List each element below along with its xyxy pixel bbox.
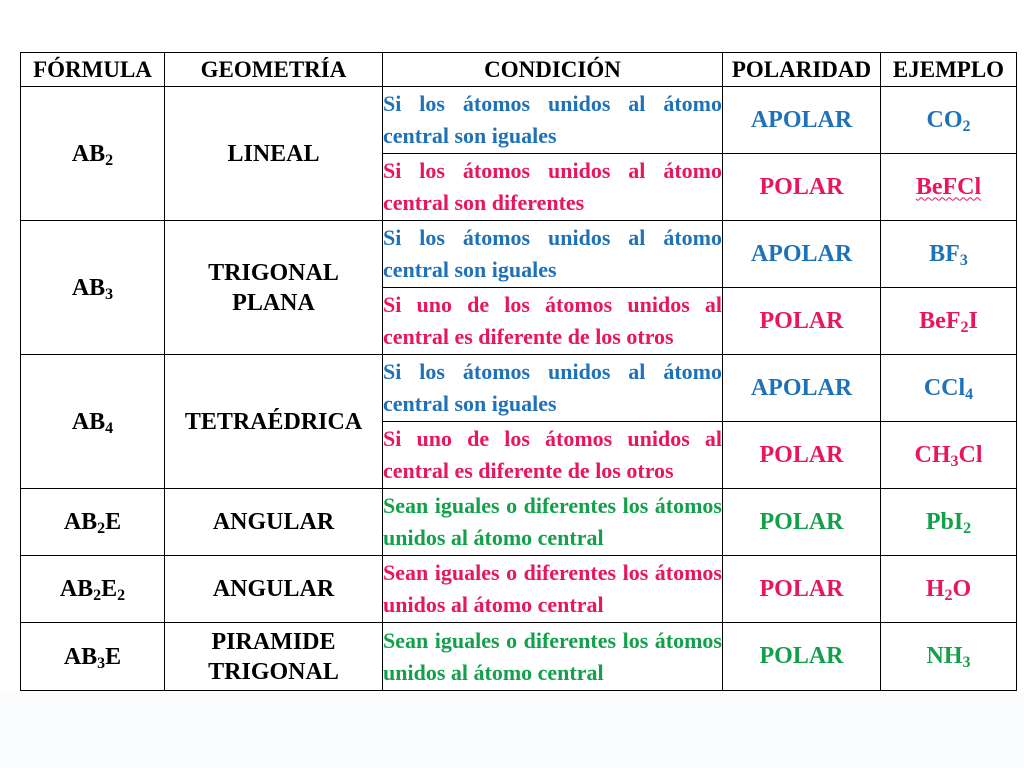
header-polarity: POLARIDAD [723, 53, 881, 87]
geometry-cell: TRIGONAL PLANA [165, 221, 383, 355]
example-cell: $H_2O$ [881, 556, 1017, 623]
header-geometry: GEOMETRÍA [165, 53, 383, 87]
polarity-cell: POLAR [723, 556, 881, 623]
example-cell: $CO_2$ [881, 87, 1017, 154]
condition-cell: Si los átomos unidos al átomo central son iguales [383, 221, 723, 288]
geometry-cell: TETRAÉDRICA [165, 355, 383, 489]
table-row [21, 221, 1017, 288]
table-row [21, 355, 1017, 422]
example-cell: CCl$_4$ [881, 355, 1017, 422]
geometry-cell: LINEAL [165, 87, 383, 221]
condition-cell: Si los átomos unidos al átomo central son iguales [383, 87, 723, 154]
polarity-cell: POLAR [723, 422, 881, 489]
header-example: EJEMPLO [881, 53, 1017, 87]
header-condition: CONDICIÓN [383, 53, 723, 87]
table-row [21, 623, 1017, 691]
example-cell: $NH_3$ [881, 623, 1017, 691]
condition-cell: Sean iguales o diferentes los átomos unidos al átomo central [383, 623, 723, 691]
polarity-cell: POLAR [723, 154, 881, 221]
formula-cell: $AB_2E$ [21, 489, 165, 556]
example-cell: $CH_3Cl$ [881, 422, 1017, 489]
example-cell [881, 154, 1017, 221]
formula-cell: $AB_3E$ [21, 623, 165, 691]
header-row [21, 53, 1017, 87]
polarity-cell: POLAR [723, 489, 881, 556]
condition-cell: Si uno de los átomos unidos al central es diferente de los otros [383, 422, 723, 489]
table-row [21, 489, 1017, 556]
slide-background-band [0, 692, 1024, 768]
condition-cell: Si uno de los átomos unidos al central es diferente de los otros [383, 288, 723, 355]
geometry-cell: PIRAMIDE TRIGONAL [165, 623, 383, 691]
polarity-cell: APOLAR [723, 221, 881, 288]
condition-cell: Si los átomos unidos al átomo central son iguales [383, 355, 723, 422]
formula-cell: $AB_2$ [21, 87, 165, 221]
spellcheck-underlined-word: BeFCl [915, 173, 982, 200]
table-row [21, 87, 1017, 154]
geometry-cell: ANGULAR [165, 556, 383, 623]
geometry-cell: ANGULAR [165, 489, 383, 556]
condition-cell: Si los átomos unidos al átomo central son diferentes [383, 154, 723, 221]
example-cell: BeF$_2$I [881, 288, 1017, 355]
polarity-cell: APOLAR [723, 355, 881, 422]
polarity-cell: POLAR [723, 623, 881, 691]
condition-cell: Sean iguales o diferentes los átomos unidos al átomo central [383, 489, 723, 556]
example-cell: $BF_3$ [881, 221, 1017, 288]
molecular-geometry-table [20, 52, 1017, 691]
formula-cell: $AB_4$ [21, 355, 165, 489]
polarity-cell: POLAR [723, 288, 881, 355]
example-cell: PbI$_2$ [881, 489, 1017, 556]
header-formula: FÓRMULA [21, 53, 165, 87]
condition-cell: Sean iguales o diferentes los átomos unidos al átomo central [383, 556, 723, 623]
formula-cell: $AB_3$ [21, 221, 165, 355]
formula-cell: $AB_2E_2$ [21, 556, 165, 623]
polarity-cell: APOLAR [723, 87, 881, 154]
table-row [21, 556, 1017, 623]
